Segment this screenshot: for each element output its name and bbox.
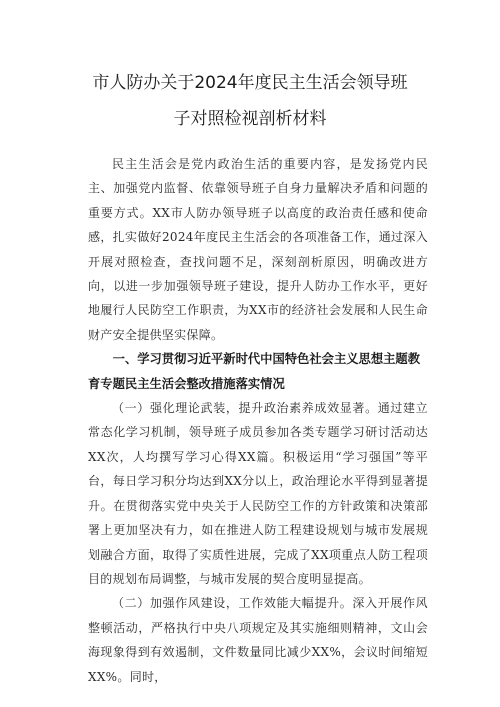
subsection-2-paragraph: （二）加强作风建设，工作效能大幅提升。深入开展作风整顿活动，严格执行中央八项规定及其实施细则精神，文山会海现象得到有效遏制，文件数量同比减少XX%，会议时间缩短XX%。同时， — [88, 596, 428, 684]
subsection-1-paragraph: （一）强化理论武装，提升政治素养成效显著。通过建立常态化学习机制，领导班子成员参加各类专题学习研讨活动达XX次，人均撰写学习心得XX篇。积极运用“学习强国”等平台，每日学习积分均达到XX分以上，政治理论水平得到显著提升。在贯彻落实党中央关于人民防空工作的方针政策和决策部署上更加坚决有力，如在推进人防工程建设规划与城市发展规划融合方面，取得了实质性进展，完成了XX项重点人防工程项目的规划布局调整，与城市发展的契合度明显提高。 — [88, 401, 428, 586]
section-1-heading: 一、学习贯彻习近平新时代中国特色社会主义思想主题教育专题民主生活会整改措施落实情况 — [88, 352, 421, 391]
document-title-line-2: 子对照检视剖析材料 — [173, 109, 327, 129]
document-body — [88, 152, 428, 689]
document-title-line-1: 市人防办关于2024年度民主生活会领导班 — [92, 73, 408, 93]
intro-paragraph: 民主生活会是党内政治生活的重要内容，是发扬党内民主、加强党内监督、依靠领导班子自身力量解决矛盾和问题的重要方式。XX市人防办领导班子以高度的政治责任感和使命感，扎实做好2024年度民主生活会的各项准备工作，通过深入开展对照检查，查找问题不足，深刻剖析原因，明确改进方向，以进一步加强领导班子建设，提升人防办工作水平，更好地履行人民防空工作职责，为XX市的经济社会发展和人民生命财产安全提供坚实保障。 — [88, 157, 428, 342]
